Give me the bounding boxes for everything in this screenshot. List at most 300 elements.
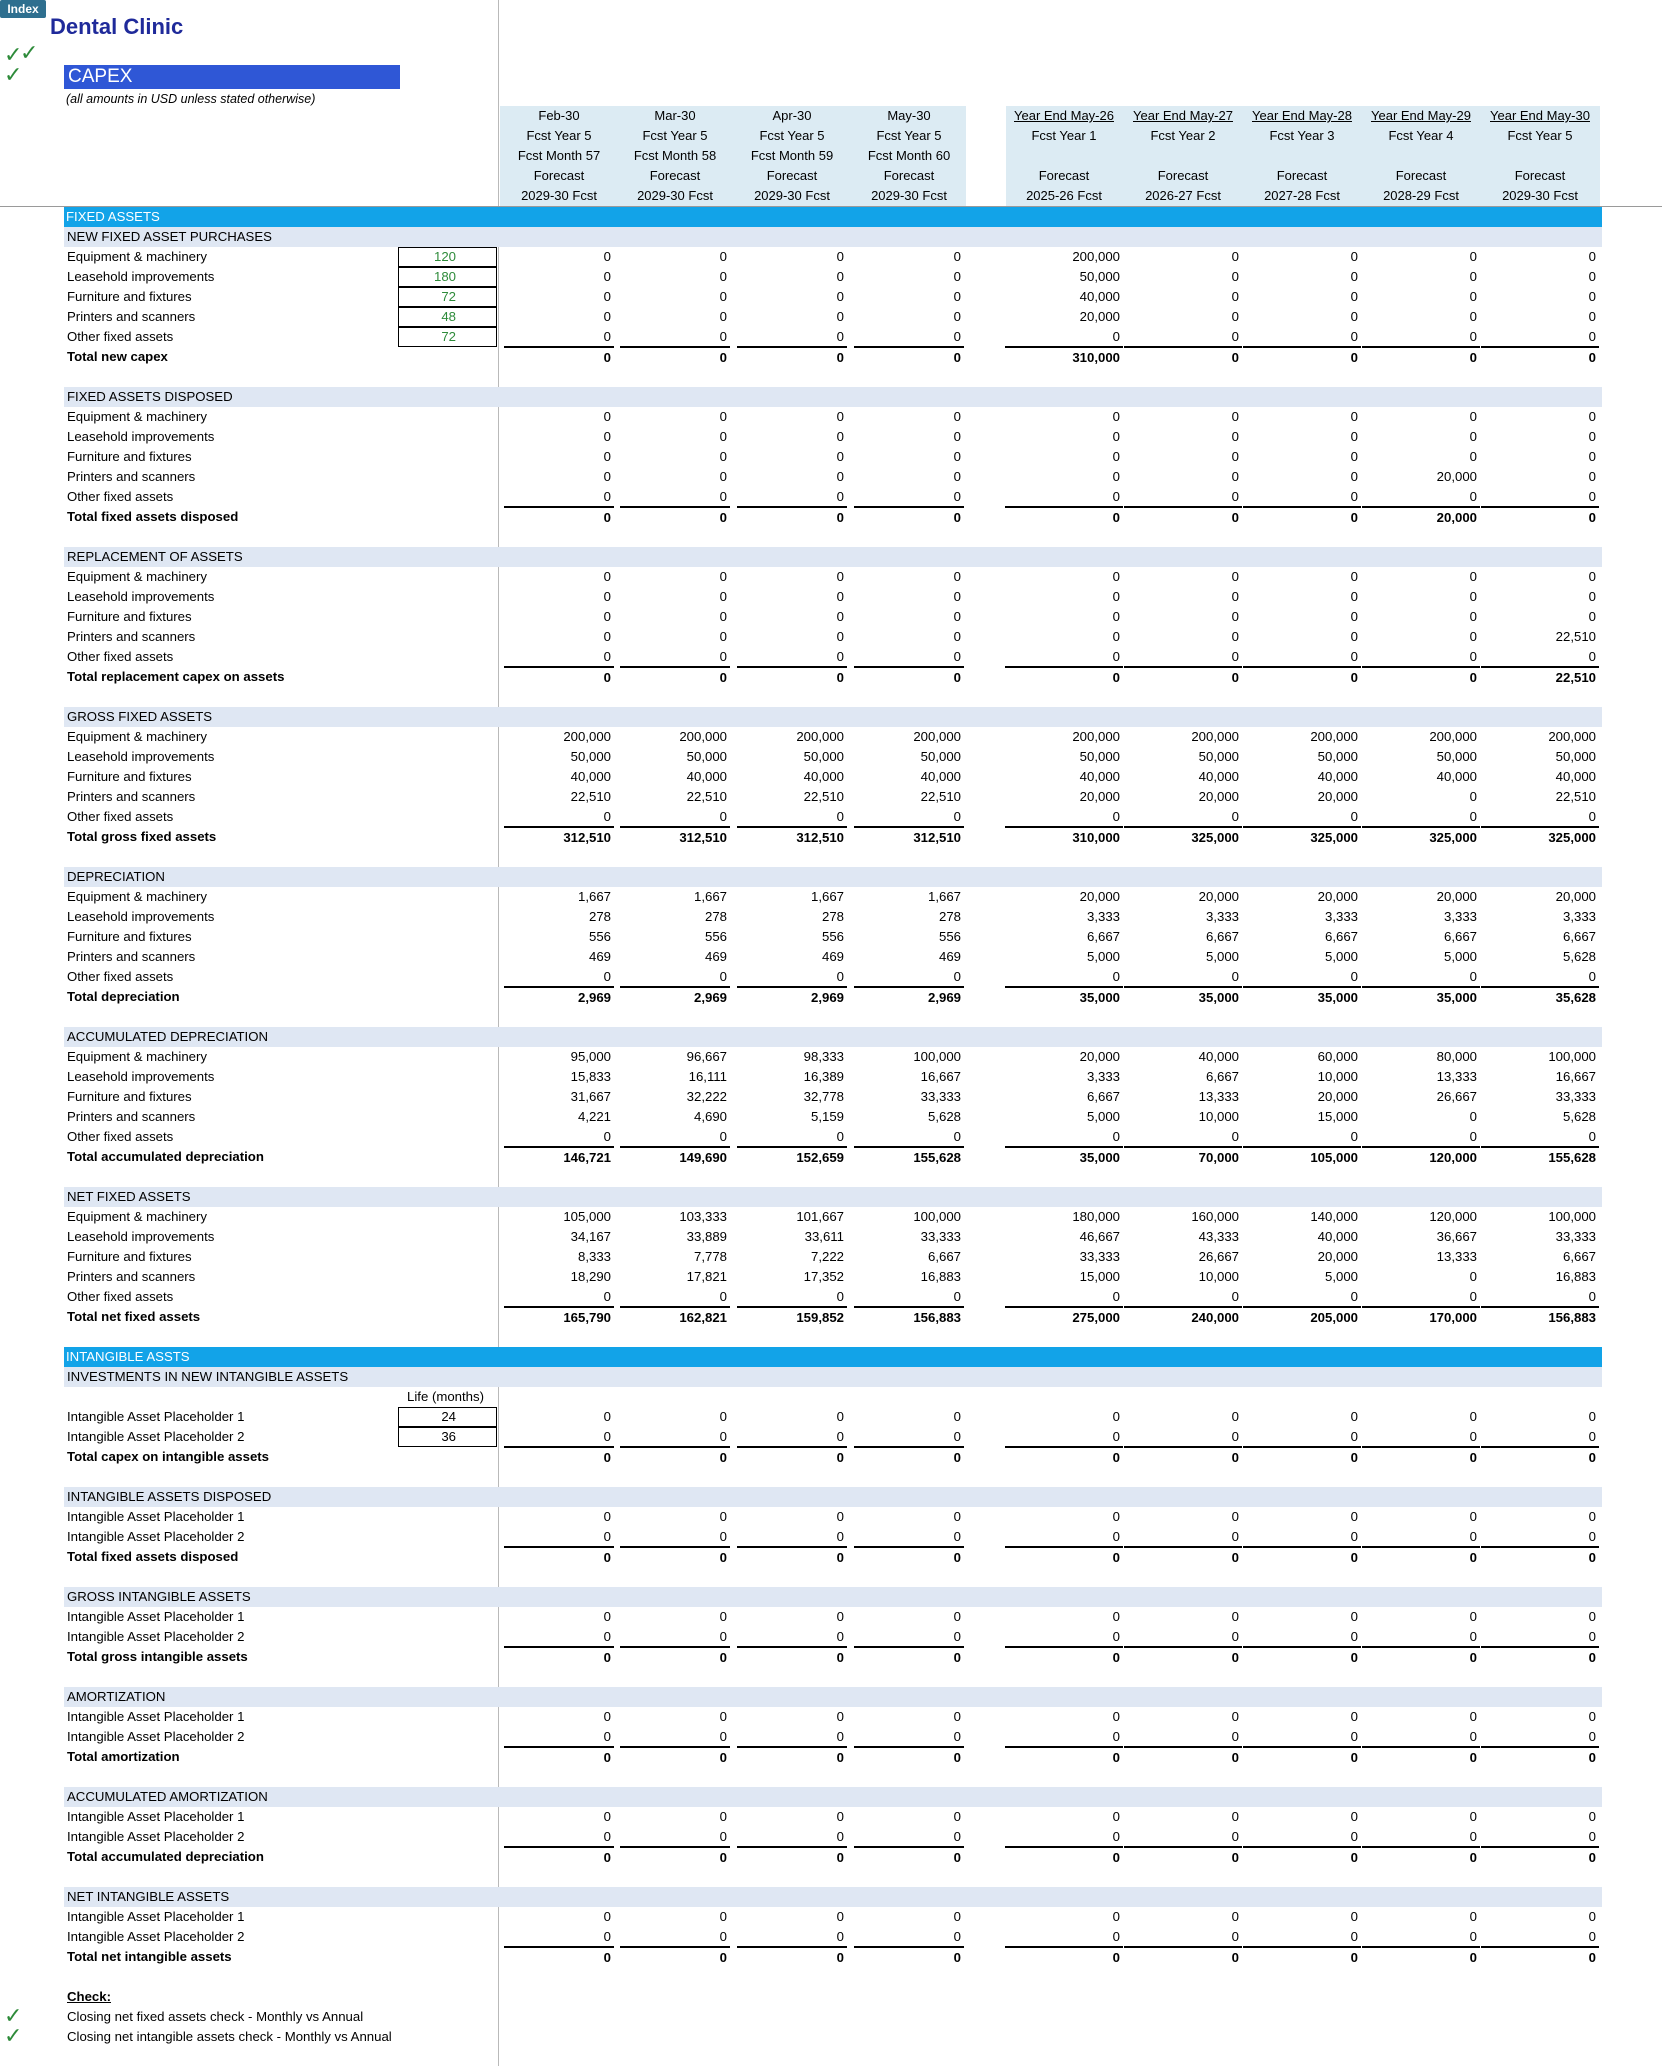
- value-cell: 33,333: [920, 1089, 961, 1104]
- check-icon: ✓: [4, 2023, 23, 2048]
- row-label: Total accumulated depreciation: [67, 1149, 264, 1164]
- value-cell: 0: [1231, 269, 1239, 284]
- value-cell: 180,000: [1072, 1209, 1120, 1224]
- column-header-cell: Year End May-30: [1490, 108, 1590, 123]
- value-cell: 469: [938, 949, 961, 964]
- value-cell: 20,000: [1555, 889, 1596, 904]
- row-label: Furniture and fixtures: [67, 1089, 192, 1104]
- value-cell: 0: [1481, 327, 1599, 347]
- value-cell: 20,000: [1079, 309, 1120, 324]
- value-cell: 0: [1588, 289, 1596, 304]
- table-row: [0, 247, 1662, 267]
- value-cell: 0: [1231, 629, 1239, 644]
- value-cell: 0: [620, 507, 730, 527]
- value-cell: 0: [1469, 289, 1477, 304]
- useful-life-input[interactable]: 36: [398, 1427, 497, 1447]
- value-cell: 0: [603, 269, 611, 284]
- index-button[interactable]: Index: [0, 0, 46, 18]
- spacer-row: [0, 367, 1662, 387]
- value-cell: 0: [1231, 1609, 1239, 1624]
- value-cell: 17,352: [803, 1269, 844, 1284]
- value-cell: 0: [504, 1127, 614, 1147]
- value-cell: 0: [504, 347, 614, 367]
- value-cell: 0: [1469, 409, 1477, 424]
- value-cell: 20,000: [1436, 889, 1477, 904]
- value-cell: 0: [1588, 1909, 1596, 1924]
- table-row: [0, 887, 1662, 907]
- value-cell: 0: [836, 1809, 844, 1824]
- section-header: [0, 1587, 1662, 1607]
- value-cell: 0: [620, 1287, 730, 1307]
- value-cell: 40,000: [1079, 769, 1120, 784]
- value-cell: 100,000: [1548, 1209, 1596, 1224]
- value-cell: 312,510: [854, 827, 964, 847]
- value-cell: 0: [854, 1287, 964, 1307]
- section-band: [64, 1787, 1602, 1807]
- value-cell: 0: [1243, 1847, 1361, 1867]
- value-cell: 16,883: [920, 1269, 961, 1284]
- units-note: (all amounts in USD unless stated otherwise): [66, 92, 316, 106]
- value-cell: 105,000: [1243, 1147, 1361, 1167]
- value-cell: 50,000: [1555, 749, 1596, 764]
- useful-life-input[interactable]: 180: [398, 267, 497, 287]
- value-cell: 6,667: [1562, 1249, 1596, 1264]
- value-cell: 3,333: [1443, 909, 1477, 924]
- value-cell: 0: [504, 1427, 614, 1447]
- value-cell: 20,000: [1079, 1049, 1120, 1064]
- value-cell: 0: [1005, 647, 1123, 667]
- value-cell: 0: [719, 629, 727, 644]
- value-cell: 0: [854, 967, 964, 987]
- value-cell: 159,852: [737, 1307, 847, 1327]
- value-cell: 0: [1362, 1287, 1480, 1307]
- value-cell: 325,000: [1481, 827, 1599, 847]
- section-band: [64, 867, 1602, 887]
- value-cell: 6,667: [1324, 929, 1358, 944]
- value-cell: 0: [1112, 589, 1120, 604]
- value-cell: 0: [1005, 507, 1123, 527]
- table-row: [0, 1227, 1662, 1247]
- value-cell: 15,000: [1079, 1269, 1120, 1284]
- value-cell: 20,000: [1079, 789, 1120, 804]
- value-cell: 0: [719, 1609, 727, 1624]
- value-cell: 20,000: [1198, 889, 1239, 904]
- value-cell: 0: [1231, 469, 1239, 484]
- value-cell: 0: [836, 309, 844, 324]
- value-cell: 35,000: [1005, 1147, 1123, 1167]
- value-cell: 40,000: [1079, 289, 1120, 304]
- value-cell: 0: [1243, 1927, 1361, 1947]
- check-icon: ✓: [4, 2003, 23, 2028]
- value-cell: 0: [836, 589, 844, 604]
- value-cell: 0: [1243, 967, 1361, 987]
- value-cell: 0: [1124, 1127, 1242, 1147]
- value-cell: 325,000: [1243, 827, 1361, 847]
- value-cell: 0: [1350, 1909, 1358, 1924]
- table-row: [0, 447, 1662, 467]
- value-cell: 0: [737, 647, 847, 667]
- value-cell: 33,333: [1555, 1229, 1596, 1244]
- value-cell: 20,000: [1317, 1089, 1358, 1104]
- value-cell: 0: [603, 569, 611, 584]
- value-cell: 0: [737, 1427, 847, 1447]
- value-cell: 40,000: [1317, 1229, 1358, 1244]
- section-header: [0, 387, 1662, 407]
- value-cell: 162,821: [620, 1307, 730, 1327]
- section-header: [0, 1687, 1662, 1707]
- value-cell: 96,667: [686, 1049, 727, 1064]
- table-row: [0, 287, 1662, 307]
- table-row: [0, 947, 1662, 967]
- column-header-cell: Forecast: [1276, 168, 1328, 183]
- row-label: Other fixed assets: [67, 809, 174, 824]
- value-cell: 4,221: [577, 1109, 611, 1124]
- value-cell: 0: [836, 449, 844, 464]
- value-cell: 200,000: [913, 729, 961, 744]
- value-cell: 0: [1362, 1647, 1480, 1667]
- value-cell: 0: [854, 347, 964, 367]
- value-cell: 0: [1243, 487, 1361, 507]
- value-cell: 15,000: [1317, 1109, 1358, 1124]
- row-label: Equipment & machinery: [67, 1049, 208, 1064]
- value-cell: 0: [620, 1527, 730, 1547]
- value-cell: 70,000: [1124, 1147, 1242, 1167]
- value-cell: 36,667: [1436, 1229, 1477, 1244]
- value-cell: 0: [1243, 1827, 1361, 1847]
- value-cell: 0: [1124, 487, 1242, 507]
- value-cell: 0: [504, 1627, 614, 1647]
- value-cell: 0: [719, 569, 727, 584]
- value-cell: 0: [1005, 327, 1123, 347]
- value-cell: 20,000: [1079, 889, 1120, 904]
- value-cell: 0: [854, 1827, 964, 1847]
- value-cell: 16,389: [803, 1069, 844, 1084]
- row-label: Furniture and fixtures: [67, 449, 192, 464]
- value-cell: 0: [603, 409, 611, 424]
- value-cell: 3,333: [1086, 1069, 1120, 1084]
- row-label: INVESTMENTS IN NEW INTANGIBLE ASSETS: [67, 1369, 349, 1384]
- value-cell: 0: [1124, 1627, 1242, 1647]
- value-cell: 0: [737, 487, 847, 507]
- total-row: [0, 1307, 1662, 1327]
- value-cell: 40,000: [920, 769, 961, 784]
- spacer-row: [0, 847, 1662, 867]
- value-cell: 40,000: [1436, 769, 1477, 784]
- value-cell: 0: [1362, 647, 1480, 667]
- value-cell: 200,000: [1429, 729, 1477, 744]
- section-header: [0, 1367, 1662, 1387]
- value-cell: 0: [504, 1827, 614, 1847]
- value-cell: 0: [1350, 1409, 1358, 1424]
- useful-life-input[interactable]: 72: [398, 327, 497, 347]
- value-cell: 149,690: [620, 1147, 730, 1167]
- value-cell: 0: [1124, 327, 1242, 347]
- value-cell: 0: [1588, 1809, 1596, 1824]
- column-header-cell: Fcst Month 60: [867, 148, 951, 163]
- value-cell: 0: [1588, 409, 1596, 424]
- value-cell: 0: [836, 409, 844, 424]
- value-cell: 469: [588, 949, 611, 964]
- value-cell: 0: [1005, 1447, 1123, 1467]
- value-cell: 0: [620, 327, 730, 347]
- row-label: GROSS INTANGIBLE ASSETS: [67, 1589, 251, 1604]
- value-cell: 0: [1350, 289, 1358, 304]
- value-cell: 0: [1588, 1409, 1596, 1424]
- value-cell: 0: [504, 1527, 614, 1547]
- value-cell: 32,222: [686, 1089, 727, 1104]
- value-cell: 0: [737, 1647, 847, 1667]
- section-band: [64, 387, 1602, 407]
- value-cell: 40,000: [1555, 769, 1596, 784]
- row-label: Total accumulated depreciation: [67, 1849, 264, 1864]
- value-cell: 0: [1362, 1747, 1480, 1767]
- row-label: Printers and scanners: [67, 949, 196, 964]
- value-cell: 0: [1005, 1847, 1123, 1867]
- value-cell: 0: [504, 487, 614, 507]
- useful-life-input[interactable]: 48: [398, 307, 497, 327]
- value-cell: 10,000: [1198, 1109, 1239, 1124]
- section-band: [64, 1887, 1602, 1907]
- row-label: Equipment & machinery: [67, 889, 208, 904]
- value-cell: 0: [1124, 347, 1242, 367]
- value-cell: 0: [603, 1709, 611, 1724]
- section-header: [0, 547, 1662, 567]
- spacer-row: [0, 1767, 1662, 1787]
- value-cell: 0: [620, 347, 730, 367]
- value-cell: 0: [1243, 1287, 1361, 1307]
- row-label: Printers and scanners: [67, 629, 196, 644]
- value-cell: 0: [603, 469, 611, 484]
- value-cell: 0: [1350, 1809, 1358, 1824]
- column-header-cell: Year End May-28: [1252, 108, 1352, 123]
- value-cell: 0: [603, 449, 611, 464]
- value-cell: 0: [1243, 507, 1361, 527]
- value-cell: 5,000: [1324, 949, 1358, 964]
- table-row: [0, 427, 1662, 447]
- row-label: Closing net intangible assets check - Monthly vs Annual: [67, 2029, 392, 2044]
- value-cell: 556: [704, 929, 727, 944]
- value-cell: 0: [737, 807, 847, 827]
- row-label: Equipment & machinery: [67, 729, 208, 744]
- value-cell: 100,000: [913, 1049, 961, 1064]
- value-cell: 312,510: [737, 827, 847, 847]
- value-cell: 0: [1243, 667, 1361, 687]
- check-header-row: [0, 1987, 1662, 2007]
- value-cell: 152,659: [737, 1147, 847, 1167]
- value-cell: 50,000: [570, 749, 611, 764]
- value-cell: 0: [1112, 469, 1120, 484]
- value-cell: 0: [1243, 1127, 1361, 1147]
- value-cell: 0: [504, 1727, 614, 1747]
- value-cell: 0: [1469, 429, 1477, 444]
- value-cell: 0: [719, 309, 727, 324]
- table-row: [0, 1827, 1662, 1847]
- value-cell: 0: [1243, 1747, 1361, 1767]
- value-cell: 0: [1243, 1647, 1361, 1667]
- value-cell: 0: [854, 1847, 964, 1867]
- value-cell: 40,000: [686, 769, 727, 784]
- value-cell: 26,667: [1436, 1089, 1477, 1104]
- value-cell: 103,333: [679, 1209, 727, 1224]
- value-cell: 35,000: [1243, 987, 1361, 1007]
- useful-life-input[interactable]: 120: [398, 247, 497, 267]
- value-cell: 0: [719, 1509, 727, 1524]
- table-row: [0, 1927, 1662, 1947]
- value-cell: 0: [719, 449, 727, 464]
- value-cell: 0: [1481, 1287, 1599, 1307]
- column-header-cell: Forecast: [1395, 168, 1447, 183]
- table-row: [0, 587, 1662, 607]
- value-cell: 0: [953, 249, 961, 264]
- value-cell: 120,000: [1429, 1209, 1477, 1224]
- value-cell: 0: [737, 1627, 847, 1647]
- value-cell: 20,000: [1198, 789, 1239, 804]
- value-cell: 0: [1231, 569, 1239, 584]
- value-cell: 0: [1362, 487, 1480, 507]
- spacer-row: [0, 687, 1662, 707]
- value-cell: 0: [1350, 569, 1358, 584]
- table-row: [0, 487, 1662, 507]
- value-cell: 0: [1243, 1427, 1361, 1447]
- table-row: [0, 407, 1662, 427]
- table-row: [0, 1507, 1662, 1527]
- value-cell: 0: [603, 609, 611, 624]
- value-cell: 0: [836, 269, 844, 284]
- value-cell: 0: [1243, 347, 1361, 367]
- value-cell: 0: [1231, 589, 1239, 604]
- value-cell: 0: [953, 469, 961, 484]
- value-cell: 5,000: [1324, 1269, 1358, 1284]
- row-label: Furniture and fixtures: [67, 289, 192, 304]
- value-cell: 0: [719, 1409, 727, 1424]
- value-cell: 0: [737, 667, 847, 687]
- value-cell: 0: [1124, 1727, 1242, 1747]
- value-cell: 0: [854, 1747, 964, 1767]
- section-band: [64, 1487, 1602, 1507]
- row-label: ACCUMULATED AMORTIZATION: [67, 1789, 268, 1804]
- value-cell: 0: [1124, 667, 1242, 687]
- value-cell: 95,000: [570, 1049, 611, 1064]
- value-cell: 0: [737, 1847, 847, 1867]
- value-cell: 7,778: [693, 1249, 727, 1264]
- value-cell: 0: [1362, 1847, 1480, 1867]
- value-cell: 0: [737, 347, 847, 367]
- value-cell: 3,333: [1562, 909, 1596, 924]
- section-band: [64, 547, 1602, 567]
- column-header-cell: 2029-30 Fcst: [871, 188, 947, 203]
- value-cell: 2,969: [737, 987, 847, 1007]
- value-cell: 0: [719, 269, 727, 284]
- value-cell: 0: [1231, 249, 1239, 264]
- column-header-cell: Fcst Month 58: [633, 148, 717, 163]
- page-title: Dental Clinic: [50, 14, 184, 39]
- value-cell: 0: [1005, 1627, 1123, 1647]
- value-cell: 200,000: [1072, 249, 1120, 264]
- table-row: [0, 647, 1662, 667]
- row-label: Total replacement capex on assets: [67, 669, 285, 684]
- value-cell: 0: [1243, 647, 1361, 667]
- table-row: [0, 1707, 1662, 1727]
- column-header-cell: Mar-30: [654, 108, 696, 123]
- value-cell: 40,000: [1317, 769, 1358, 784]
- value-cell: 0: [836, 1609, 844, 1624]
- value-cell: 0: [719, 429, 727, 444]
- value-cell: 0: [1362, 1127, 1480, 1147]
- value-cell: 5,000: [1443, 949, 1477, 964]
- row-label: Furniture and fixtures: [67, 769, 192, 784]
- value-cell: 0: [504, 807, 614, 827]
- total-row: [0, 1747, 1662, 1767]
- useful-life-input[interactable]: 72: [398, 287, 497, 307]
- column-header-cell: 2029-30 Fcst: [1502, 188, 1578, 203]
- value-cell: 6,667: [1205, 1069, 1239, 1084]
- total-row: [0, 347, 1662, 367]
- value-cell: 0: [953, 1409, 961, 1424]
- value-cell: 325,000: [1362, 827, 1480, 847]
- total-row: [0, 1447, 1662, 1467]
- table-row: [0, 907, 1662, 927]
- value-cell: 33,333: [1555, 1089, 1596, 1104]
- row-label: FIXED ASSETS DISPOSED: [67, 389, 233, 404]
- column-header-cell: Apr-30: [772, 108, 812, 123]
- value-cell: 0: [1112, 569, 1120, 584]
- table-row: [0, 1087, 1662, 1107]
- value-cell: 0: [1588, 1709, 1596, 1724]
- row-label: FIXED ASSETS: [66, 209, 160, 224]
- total-row: [0, 1547, 1662, 1567]
- value-cell: 0: [953, 569, 961, 584]
- column-header-cell: Fcst Year 4: [1388, 128, 1454, 143]
- value-cell: 13,333: [1436, 1069, 1477, 1084]
- value-cell: 0: [1124, 1947, 1242, 1967]
- value-cell: 0: [1005, 1827, 1123, 1847]
- spacer-row: [0, 1167, 1662, 1187]
- value-cell: 0: [1005, 667, 1123, 687]
- row-label: Printers and scanners: [67, 469, 196, 484]
- value-cell: 0: [1231, 1709, 1239, 1724]
- spacer-row: [0, 1327, 1662, 1347]
- value-cell: 0: [737, 1447, 847, 1467]
- value-cell: 0: [1243, 807, 1361, 827]
- section-band: [64, 1347, 1602, 1367]
- table-row: [0, 927, 1662, 947]
- value-cell: 10,000: [1317, 1069, 1358, 1084]
- value-cell: 0: [953, 1509, 961, 1524]
- value-cell: 22,510: [803, 789, 844, 804]
- value-cell: 0: [1469, 269, 1477, 284]
- value-cell: 0: [953, 429, 961, 444]
- value-cell: 0: [737, 1727, 847, 1747]
- value-cell: 0: [854, 647, 964, 667]
- row-label: Check:: [67, 1989, 111, 2004]
- value-cell: 0: [1005, 1927, 1123, 1947]
- value-cell: 0: [603, 1509, 611, 1524]
- useful-life-input[interactable]: 24: [398, 1407, 497, 1427]
- value-cell: 0: [504, 1947, 614, 1967]
- value-cell: 0: [854, 1527, 964, 1547]
- value-cell: 0: [1362, 667, 1480, 687]
- value-cell: 0: [620, 1927, 730, 1947]
- value-cell: 0: [854, 1647, 964, 1667]
- value-cell: 0: [1362, 1727, 1480, 1747]
- value-cell: 0: [504, 1847, 614, 1867]
- value-cell: 0: [1124, 1927, 1242, 1947]
- table-row: [0, 1247, 1662, 1267]
- value-cell: 0: [1469, 1409, 1477, 1424]
- value-cell: 200,000: [1310, 729, 1358, 744]
- value-cell: 0: [620, 1447, 730, 1467]
- value-cell: 0: [1362, 327, 1480, 347]
